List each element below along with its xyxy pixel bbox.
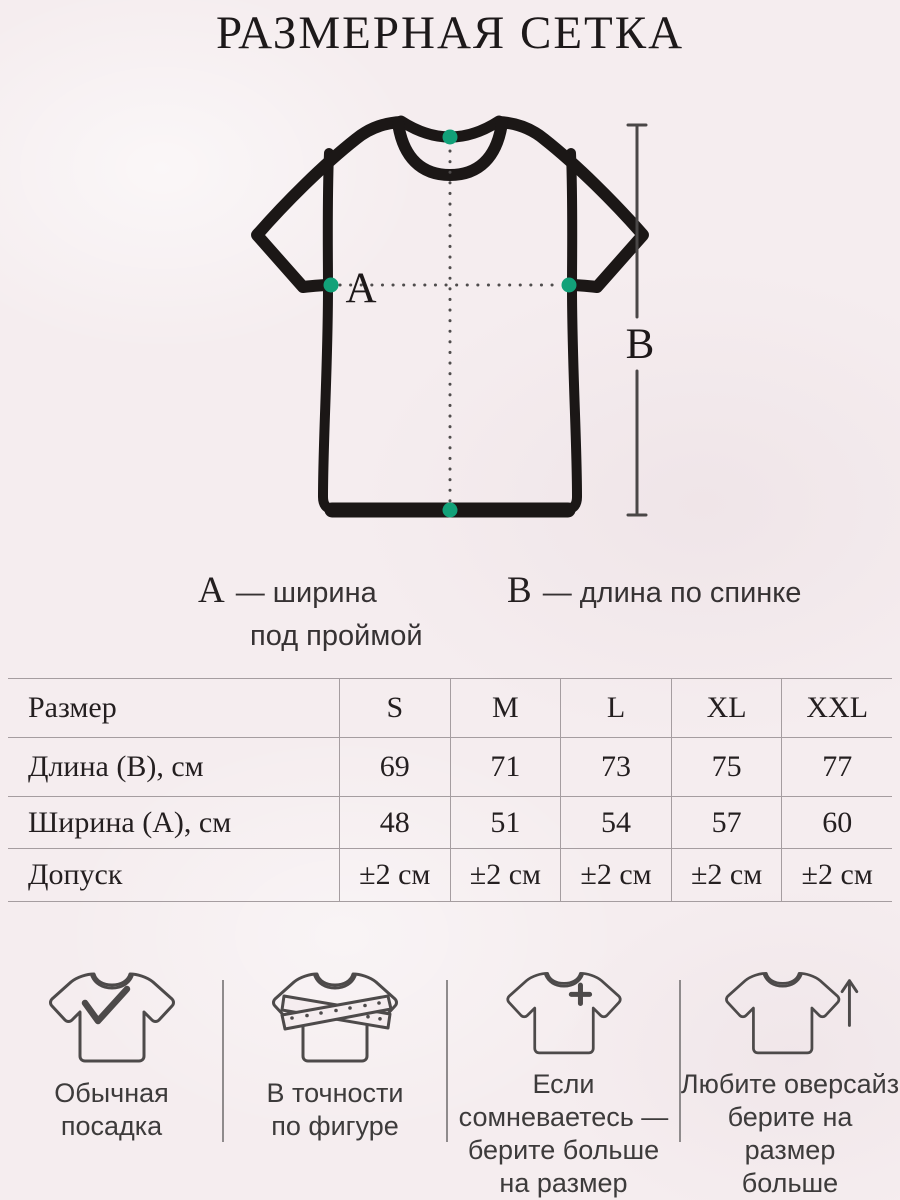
fit-label-line: на размер: [499, 1168, 628, 1198]
tshirt-check-icon: [37, 966, 187, 1071]
fit-label: [54, 1077, 169, 1143]
fit-card-oversize: [680, 950, 900, 1200]
tolerance-value: ±2 см: [781, 848, 892, 901]
length-value: 73: [560, 737, 671, 796]
diagram-label-a: A: [345, 265, 377, 312]
fit-card-regular: [0, 950, 223, 1200]
hem-measure-dot: [443, 503, 458, 518]
width-value: 54: [560, 796, 671, 848]
fit-label-line: Обычная: [54, 1078, 169, 1108]
right-armpit-measure-dot: [562, 278, 577, 293]
tolerance-value: ±2 см: [671, 848, 782, 901]
row-label-width: Ширина (A), см: [8, 796, 339, 848]
legend-a-letter: A: [198, 570, 225, 611]
fit-label: [680, 1068, 900, 1200]
legend-width: [198, 572, 423, 653]
fit-section-divider: [222, 980, 224, 1142]
diagram-label-b: B: [625, 321, 655, 368]
fit-guide-row: [0, 950, 900, 1200]
legend-a-text: — ширина: [235, 577, 377, 609]
tshirt-plus-icon: [489, 966, 639, 1062]
length-value: 71: [450, 737, 561, 796]
tolerance-value: ±2 см: [339, 848, 450, 901]
fit-label-line: по фигуре: [271, 1111, 399, 1141]
width-value: 51: [450, 796, 561, 848]
fit-label-line: больше: [741, 1168, 839, 1198]
page-title: РАЗМЕРНАЯ СЕТКА: [215, 7, 685, 59]
size-col-header: L: [560, 679, 671, 737]
length-value: 75: [671, 737, 782, 796]
legend-b-text: — длина по спинке: [542, 577, 802, 609]
tshirt-tape-icon: [260, 966, 410, 1071]
row-label-tolerance: Допуск: [8, 848, 339, 901]
arrow-up-icon: [842, 981, 857, 1026]
fit-card-exact-fit: [223, 950, 447, 1200]
fit-section-divider: [446, 980, 448, 1142]
size-table: [8, 678, 892, 902]
neck-measure-dot: [443, 130, 458, 145]
tolerance-value: ±2 см: [560, 848, 671, 901]
fit-label-line: посадка: [60, 1111, 163, 1141]
size-col-header: S: [339, 679, 450, 737]
width-value: 48: [339, 796, 450, 848]
fit-label-line: берите больше: [467, 1135, 660, 1165]
width-value: 57: [671, 796, 782, 848]
legend-b-letter: B: [507, 570, 532, 611]
fit-label: [447, 1068, 680, 1200]
fit-label-line: Любите оверсайз: [680, 1069, 900, 1099]
fit-label-line: Если сомневаетесь —: [458, 1069, 669, 1132]
legend-a-text-line2: под проймой: [250, 619, 423, 652]
row-label-length: Длина (B), см: [8, 737, 339, 796]
size-col-header: XXL: [781, 679, 892, 737]
size-col-header: M: [450, 679, 561, 737]
fit-label: [267, 1077, 404, 1143]
length-measure-line: [628, 125, 646, 515]
fit-label-line: В точности: [266, 1078, 404, 1108]
size-table-header-label: Размер: [28, 691, 117, 724]
left-armpit-measure-dot: [324, 278, 339, 293]
legend-length: [507, 572, 801, 610]
fit-card-size-up-if-doubt: [447, 950, 680, 1200]
tshirt-measurement-diagram: [0, 95, 900, 575]
fit-label-line: берите на размер: [727, 1102, 853, 1165]
tshirt-oversize-icon: [715, 966, 865, 1062]
tolerance-value: ±2 см: [450, 848, 561, 901]
length-value: 77: [781, 737, 892, 796]
width-value: 60: [781, 796, 892, 848]
size-col-header: XL: [671, 679, 782, 737]
length-value: 69: [339, 737, 450, 796]
fit-section-divider: [679, 980, 681, 1142]
